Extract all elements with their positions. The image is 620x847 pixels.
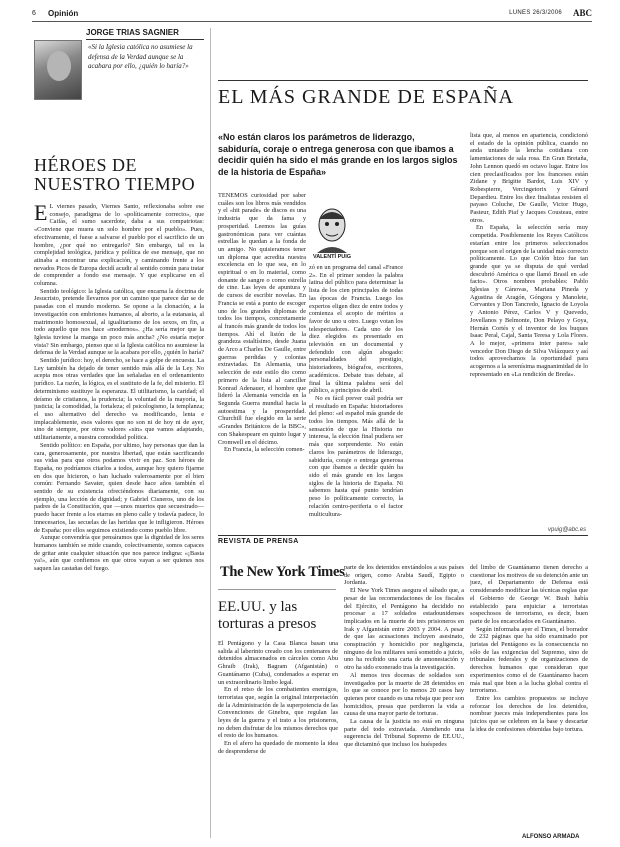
- paragraph: En el afero ha quedado de momento la idea de desprenderse de: [218, 740, 338, 755]
- paragraph: lista que, al menos en apariencia, condicionó el estado de la opinión pública, cuando no anda untando la lencha cotidiana con lamentaciones de sala rosa. En Gran Bretaña, John Lennon quedó en octavo lugar. Entre los cien preclasificados por los franceses están Zidane y Brigitte Bardot, Luis XIV y Robespierre, Vercingetorix y Gérard Depardieu. Entre los diez finalistas resisten el payaso Coluche, De Gaulle, Victor Hugo, Pasteur, Edith Piaf y Jacques Cousteau, entre otros.: [470, 132, 588, 224]
- paragraph: El New York Times asegura el sábado que, a pesar de las recomendaciones de los fiscales del Ejército, el Pentágono ha decidido no procesar a 17 soldados estadounidenses implicados en la muerte de tres prisioneros en Irak y Afganistán entre 2003 y 2004. A pesar de que las acusaciones incluyen asesinato, conspiración y homicidio por negligencia, ninguno de los militares será sometido a juicio, uno ha recibido una carta de amonestación y otro ha sido exonerado tras la investigación.: [344, 587, 464, 672]
- article-column-1: [218, 192, 306, 532]
- column-title: HÉROES DE NUESTRO TIEMPO: [34, 155, 196, 194]
- paragraph: Aunque convendría que pensáramos que la dignidad de los seres humanos también se mide cuando, colectivamente, somos capaces de gritar ante cualquier situación que nos parece indigna: «¡Basta ya!», aún que confiemos en que otros vayan a ser quienes nos saquen las castañas del fuego.: [34, 534, 204, 573]
- paragraph: parte de los detenidos enviándolos a sus países de origen, como Arabia Saudí, Egipto o Jordania.: [344, 564, 464, 587]
- paragraph: Entre los cambios propuestos se incluye reforzar los derechos de los detenidos, nombrar jueces más independientes para los juicios que se celebren en la base y descartar la idea de confesiones obtenidas bajo tortura.: [470, 694, 588, 733]
- drop-cap: E: [34, 200, 48, 225]
- press-column-1: [218, 640, 338, 840]
- paragraph: TENEMOS curiosidad por saber cuáles son los libros más vendidos y el «hit parade» de discos es una industria que da fama y prosperidad. Leemos las guías gastronómicas para ver cuántas estrellas le quedan a la fonda de un amigo. No quisieramos tener un diploma que acredita nuestra excelencia en lo que sea, en lo espiritual o en lo material, como donante de sangre o como estrella de cine. Las leyes de apuntura y de cursos de escribir novelas. En Francia se está a punto de escoger uno de los grandes diplomas de todos los tiempos, concretamente al francés más grande de todos los tiempos. Ahí el listón de la grandeza estaltísimo, desde Juana de Arco a Charles De Gaulle, entre guerras perdidas y colonias extraviadas. En Alemania, una selección de este estilo dio como primero de la lista al canciller Konrad Adenauer, el hombre que lideró la Alemania vencida en la Segunda Guerra mundial hacia la autoestima y la prosperidad. Churchill fue elegido en la serie «Grandes Británicos de la BBC», con Shakespeare en quinto lugar y Cromwell en el décimo.: [218, 192, 306, 446]
- paragraph: El Pentágono y la Casa Blanca basan una salida al laberinto creado con los centenares de detenidos almacenados en cárceles como Abu Ghraib (Irak), Bagram (Afganistán) o Guantánamo (Cuba), condenados a esperar en un extraordinario limbo legal.: [218, 640, 338, 686]
- column-body: [34, 200, 204, 573]
- paragraph: Según informaba ayer el Times, el borrador de 232 páginas que ha sido examinado por juristas del Pentágono es la consecuencia no sólo de las exigencias del Supremo, sino de tribunales federales y de organizaciones de derechos humanos que consideran que experimentos como el de Guantánamo hacen más mal que bien a la lucha global contra el terrorismo.: [470, 625, 588, 695]
- author-email: vpuig@abc.es: [548, 527, 587, 533]
- press-column-2: [344, 564, 464, 840]
- paragraph: Sentido jurídico: hoy, el derecho, se hace a golpe de encuesta. La Ley también ha dejado de tener sentido más allá de la Ley. No acepta mos otras verdades que las señaladas en el ordenamiento jurídico. La razón, la lógica, es el sustituto de la fe, del misterio. El determinismo sustituye la esperanza. El utilitarismo, la caridad; el deísmo de cristianos, la prudencia; la voluntad de la mayoría, la justicia; la comodidad, la fortaleza; el psicologismo, la templanza; el uso alternativo del derecho va modificando, lenta e implacablemente, esos valores que no son ni de hoy ni de ayer, sino de siempre, por otros valores «sin» que vamos adaptando, utilitariamente, a nuestra comodidad política.: [34, 357, 204, 442]
- paragraph: Sentido político: en España, por ultimo, hay personas que dan la cara, generosamente, por nuestra libertad, que están sacrificando sus vidas para que otros podamos vivir en paz. Son héroes de España, no podríamos citarlos a todos, aunque hoy quiero fijarme en dos que hicieron, o han luchado valerosamente por el bien común: Fernando Savater, quien desde hace años también el sentido de su existencia ofreciéndonos diariamente, con su ejemplo, una lección de dignidad; y Gabriel Cisneros, uno de los padres de la Constitución, que —unos muertos que secuestrado— puedo hacer frente a los etarras en pleno calle y todavía padece, lo innecesarios, las secuelas de las heridas que le infligieron. Héroes de España: por ellos seguimos existiendo como pueblo libre.: [34, 441, 204, 534]
- paragraph: No es fácil prever cuál podría ser el resultado en España: historiadores del pleno: «el español más grande de todos los tiempos. Más allá de la sensación de que la Historia no interesa, la elección final pudiera ser más que sorprendente. No están claros los parámetros de liderazgo, sabiduría, coraje o entrega generosa con que íbamos a decidir quién ha sido el más grande en los largos siglos de la historia de España. Ni sabemos hasta qué punto tendrían peso lo políticamente correcto, la relación centro-periferia o el factor multicultura-: [309, 394, 403, 518]
- author-divider: [86, 39, 204, 40]
- paragraph: Al menos tres docenas de soldados son investigados por la muerte de 28 detenidos en lo que se conoce por lo menos 20 casos hay quienes peor cuando es una rebaja que peor son homicidios, presas que perdieron la vida a causa de una mayor parte de torturas.: [344, 671, 464, 718]
- article-column-2: [309, 264, 403, 532]
- article-column-2a: [356, 192, 444, 260]
- page-header: [32, 8, 592, 22]
- caricature-caption: VALENTÍ PUIG: [312, 254, 352, 260]
- paragraph: La causa de la justicia no está en ninguna parte del todo extraviada. Atendiendo una sugerencia del Tribunal Supremo de EE.UU., que dictaminó que incluso los huéspedes: [344, 718, 464, 749]
- page-number: 6: [32, 10, 36, 17]
- paragraph: En el retso de los combatientes enemigos, terroristas que, según la original interpretación de la Administración de la superpotencia de las Convenciones de Ginebra, que regulan las leyes de la guerra y el trato a los prisioneros, no deben disfrutar de los mismos derechos que el resto de los humanos.: [218, 686, 338, 740]
- paragraph: zó en un programa del canal «France 2». En el primer sondeo la palabra latina del público para determinar la lista de los cien principales de todas las épocas de Francia. Luego los expertos eligen diez de entre todos y comienza el acopio de méritos a favor de uno u otro. Luego votan los telespectadores. Cada uno de los diez elegidos es presentado en televisión en un documental y defendido con algún abogado: personalidades del prestigio, historiadores, biógrafos, escritores, académicos. Debate tras debate, al final la última palabra será del público, a principios de abril.: [309, 264, 403, 395]
- author-name: JORGE TRIAS SAGNIER: [86, 28, 179, 37]
- issue-date: LUNES 26/3/2006: [509, 10, 562, 16]
- press-column-3: [470, 564, 588, 830]
- left-column: [34, 28, 204, 840]
- author-photo: [34, 40, 82, 100]
- article-column-3: [470, 132, 588, 524]
- paragraph: Sentido teológico: la Iglesia católica, que encarna la doctrina de Jesucristo, pretende llevarnos por un camino que parece dar se de pasadas con el mundo moderno. Se opone a la clonación, a la investigación con embriones humanos, al aborto, a la eutanasia, al matrimonio homosexual, al igualitarismo de los sexos, en fin, a todo aquello que nos hace «modernos». ¿Ha sería mejor que la Iglesia tuviese la manga un poco más ancha? ¿No estaría mejor vista? Sin embargo, pienso que si la Iglesia católica no asumiese la defensa de la Verdad aunque se la acabara por ello, ¿quién lo haría?: [34, 287, 204, 357]
- press-review-byline: ALFONSO ARMADA: [522, 834, 580, 840]
- paragraph: En Francia, la selección comen-: [224, 446, 305, 454]
- newspaper-logo: ABC: [572, 8, 592, 18]
- article-deck: «No están claros los parámetros de liderazgo, sabiduría, coraje o entrega generosa con que ibamos a decidir quién ha sido el más grande en los largos siglos de la historia de España»: [218, 132, 458, 177]
- article-title: EL MÁS GRANDE DE ESPAÑA: [218, 86, 514, 108]
- author-quote: «Si la Iglesia católica no asumiese la defensa de la Verdad aunque se la acabara por ello, ¿quién lo haría?»: [88, 43, 193, 70]
- paragraph: En España, la selección sería muy competida. Posiblemente los Reyes Católicos estarían entre los primeros seleccionados porque son el origen de la unidad más correcto políticamente. Lo que Colón hizo fue tan grande que ya se disputa de qué verdad descubrió América o que llamó Brasil en «de facto». Otros nombres probables: Pablo Iglesias y Cánovas, Mariana Pineda y Agustina de Aragón, Góngora y Manolete, Cervantes y Don Tancredo, Ignacio de Loyola y Antonio Pérez, Carlos V y Quevedo, Jovellanos y Belmonte, Don Pelayo y Goya, Hernán Cortés y el inventor de los buques Isaac Peral, Cajal, Santa Teresa y Lola Flores. A lo mejor, «primera inter pares» sale vencedor Don Diego de Silva Velázquez y así todos aprovechamos la oportunidad para acogernos a la serenísima magnanimidad de lo representado en «La rendición de Breda».: [470, 224, 588, 378]
- portrait-face: [47, 51, 71, 81]
- author-caricature: [309, 203, 355, 253]
- press-review-label: REVISTA DE PRENSA: [218, 538, 299, 545]
- paragraph: E L viernes pasado, Viernes Santo, reflexionaba sobre ese consejo, paradigma de lo «políticamente correcto», que Caifás, el sumo sacerdote, daba a sus compatriotas: «Conviene que muera un solo hombre por el pueblo». Pues, efectivamente, el fuese a salvarse el pueblo por el sacrificio de un hombre, ¿por qué no entregarlo? Sin embargo, tal es la complejidad teológica, jurídica y política de ese mensaje, que no atinaba a encontrar una explicación, y caminando frente a los nevados Picos de Europa decidí acudir al sentido común para tratar de comprender a fondo ese mensaje. Y que explicarse en el columna.: [34, 200, 204, 288]
- column-divider: [210, 28, 211, 838]
- press-review-rule: [218, 535, 588, 536]
- section-name: Opinión: [48, 9, 79, 18]
- masthead-rule: [218, 589, 336, 590]
- article-top-rule: [218, 80, 588, 81]
- nyt-masthead: The New York Times: [220, 564, 345, 580]
- press-review-title: EE.UU. y las torturas a presos: [218, 599, 317, 632]
- paragraph: del limbo de Guantánamo tienen derecho a cuestionar los motivos de su detención ante un juez, el Departamento de Defensa está considerando modificar las técnicas reglas que el Gobierno de George W. Bush había establecido para enjuiciar a terroristas sospechosos de terrorismo, es decir, buen parte de los encarcelados en Guantánamo.: [470, 564, 588, 625]
